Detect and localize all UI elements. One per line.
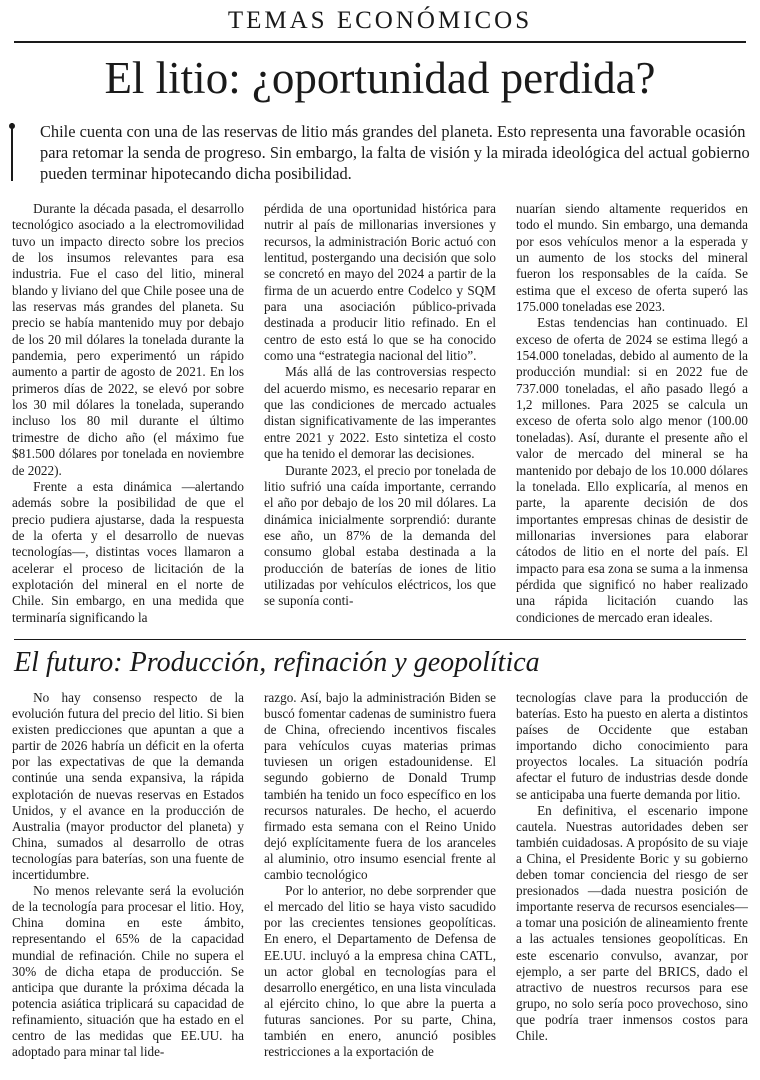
bottom-columns [12,690,748,1074]
subheading: El futuro: Producción, refinación y geopolítica [14,647,540,678]
article-paragraph: Durante la década pasada, el desarrollo tecnológico asociado a la electromovilidad tuvo un impacto directo sobre los precios de los insumos relevantes para esa industria. Fue el caso del litio, mineral blando y liviano del que Chile posee una de las reservas más grandes del planeta. Su precio se había mantenido muy por debajo de los 20 mil dólares la tonelada durante la pandemia, pero experimentó un rápido aumento a partir de agosto de 2021. En los primeros días de 2022, se elevó por sobre los 30 mil dólares la tonelada, superando incluso los 80 mil durante el último trimestre de dicho año (el máximo fue $81.500 dólares por tonelada en noviembre de 2022). [12,201,244,478]
article-paragraph: En definitiva, el escenario impone cautela. Nuestras autoridades deben ser también cuidadosas. A propósito de su viaje a China, el Presidente Boric y su gobierno deben tomar conciencia del riesgo de ser presionados —dada nuestra posición de importante reserva de recursos esenciales— a tomar una posición de alineamiento frente a las actuales tensiones geopolíticas. En este escenario convulso, avanzar, por ejemplo, a ser parte del BRICS, dado el atractivo de nuestros recursos para ese grupo, no solo sería poco provechoso, sino que podría traer inmensos costos para Chile. [516,802,748,1043]
lede-marker [11,123,13,181]
article-paragraph: No menos relevante será la evolución de la tecnología para procesar el litio. Hoy, China domina en este ámbito, representando el 65% de la capacidad mundial de refinación. Chile no supera el 30% de dicha etapa de producción. Se anticipa que durante la próxima década la potencia asiática triplicará su capacidad de refinamiento, situación que ha estado en el centro de las medidas que EE.UU. ha adoptado para minar tal lide- [12,883,244,1060]
headline: El litio: ¿oportunidad perdida? [104,53,656,103]
article-paragraph: Frente a esta dinámica —alertando además sobre la posibilidad de que el precio pudiera ajustarse, dada la respuesta de la oferta y el desarrollo de nuevas tecnologías—, distintas voces llamaron a acelerar el proceso de licitación de la explotación del mineral en el norte de Chile. Sin embargo, en una medida que terminaría significando la [12,478,244,625]
bottom-column-2 [264,690,496,1074]
article-paragraph: Por lo anterior, no debe sorprender que el mercado del litio se haya visto sacudido por las crecientes tensiones geopolíticas. En enero, el Departamento de Defensa de EE.UU. incluyó a la empresa china CATL, un actor global en tecnologías para el desarrollo energético, en una lista vinculada al ejército chino, lo que abre la puerta a futuras sanciones. Por su parte, China, también en enero, anunció posibles restricciones a la exportación de [264,883,496,1060]
section-rule [14,639,746,640]
top-column-3 [516,201,748,629]
top-columns [12,201,748,629]
section-label: TEMAS ECONÓMICOS [227,7,533,34]
lede-dot [9,123,15,129]
article-paragraph: razgo. Así, bajo la administración Biden se buscó fomentar cadenas de suministro fuera de China, ofreciendo incentivos fiscales para vehículos cuyas materias primas tuviesen un origen estadounidense. El segundo gobierno de Donald Trump también ha tenido un foco específico en los recursos naturales. De hecho, el acuerdo firmado esta semana con el Reino Unido dejó explícitamente fuera de los aranceles al aluminio, otro insumo esencial frente al cambio tecnológico [264,690,496,883]
bottom-column-1 [12,690,244,1074]
article-paragraph: tecnologías clave para la producción de baterías. Esto ha puesto en alerta a distintos países de Occidente que estaban importando dicho conocimiento para proyectos locales. La situación podría afectar el futuro de industrias desde donde se anticipaba una fuerte demanda por litio. [516,690,748,802]
bottom-column-3 [516,690,748,1074]
top-rule [14,41,746,43]
article-paragraph: No hay consenso respecto de la evolución futura del precio del litio. Si bien existen predicciones que apuntan a que a partir de 2026 habría un déficit en la oferta por las expectativas de que la demanda continúe una senda expansiva, la rápida explotación de nuevas reservas en Estados Unidos, y el avance en la producción de Australia (mayor productor del planeta) y China, sumados al desarrollo de otras tecnologías para baterías, son una fuente de incertidumbre. [12,690,244,883]
lede: Chile cuenta con una de las reservas de litio más grandes del planeta. Esto representa una favorable ocasión para retomar la senda de progreso. Sin embargo, la falta de visión y la mirada ideológica del actual gobierno pueden terminar hipotecando dicha posibilidad. [40,122,750,183]
top-column-1 [12,201,244,629]
article-paragraph: nuarían siendo altamente requeridos en todo el mundo. Sin embargo, una demanda por esos vehículos menor a la esperada y un aumento de los stocks del mineral fueron los responsables de la caída. Se estima que el exceso de oferta superó las 175.000 toneladas ese 2023. [516,201,748,315]
article-paragraph: Más allá de las controversias respecto del acuerdo mismo, es necesario reparar en que las condiciones de mercado actuales distan significativamente de las imperantes entre 2021 y 2022. Esto sintetiza el costo que ha tenido el demorar las decisiones. [264,364,496,462]
article-paragraph: pérdida de una oportunidad histórica para nutrir al país de millonarias inversiones y recursos, la administración Boric actuó con lentitud, postergando una decisión que solo se concretó en mayo del 2024 a partir de la firma de un acuerdo entre Codelco y SQM para una asociación público-privada destinada a producir litio refinado. En el centro de esto está lo que se ha conocido como una “estrategia nacional del litio”. [264,201,496,364]
article-paragraph: Estas tendencias han continuado. El exceso de oferta de 2024 se estima llegó a 154.000 toneladas, debido al aumento de la producción mundial: si en 2022 fue de 737.000 toneladas, el año pasado llegó a 1,2 millones. Para 2025 se calcula un exceso de oferta solo algo menor (100.00 toneladas). Así, durante el presente año el valor de mercado del mineral se ha mantenido por debajo de los 10.000 dólares la tonelada. Ello explicaría, al menos en parte, la aparente decisión de dos importantes empresas chinas de desistir de millonarias inversiones para elaborar cátodos de litio en el norte del país. El impacto para esa zona se suma a la inmensa pérdida que significó no haber realizado una rápida licitación cuando las condiciones de mercado eran ideales. [516,315,748,625]
top-column-2 [264,201,496,629]
article-paragraph: Durante 2023, el precio por tonelada de litio sufrió una caída importante, cerrando el año por debajo de los 20 mil dólares. La dinámica inicialmente sorprendió: durante ese año, un 87% de la demanda del consumo global estaba destinada a la producción de baterías de iones de litio utilizadas por vehículos eléctricos, los que se suponía conti- [264,462,496,609]
